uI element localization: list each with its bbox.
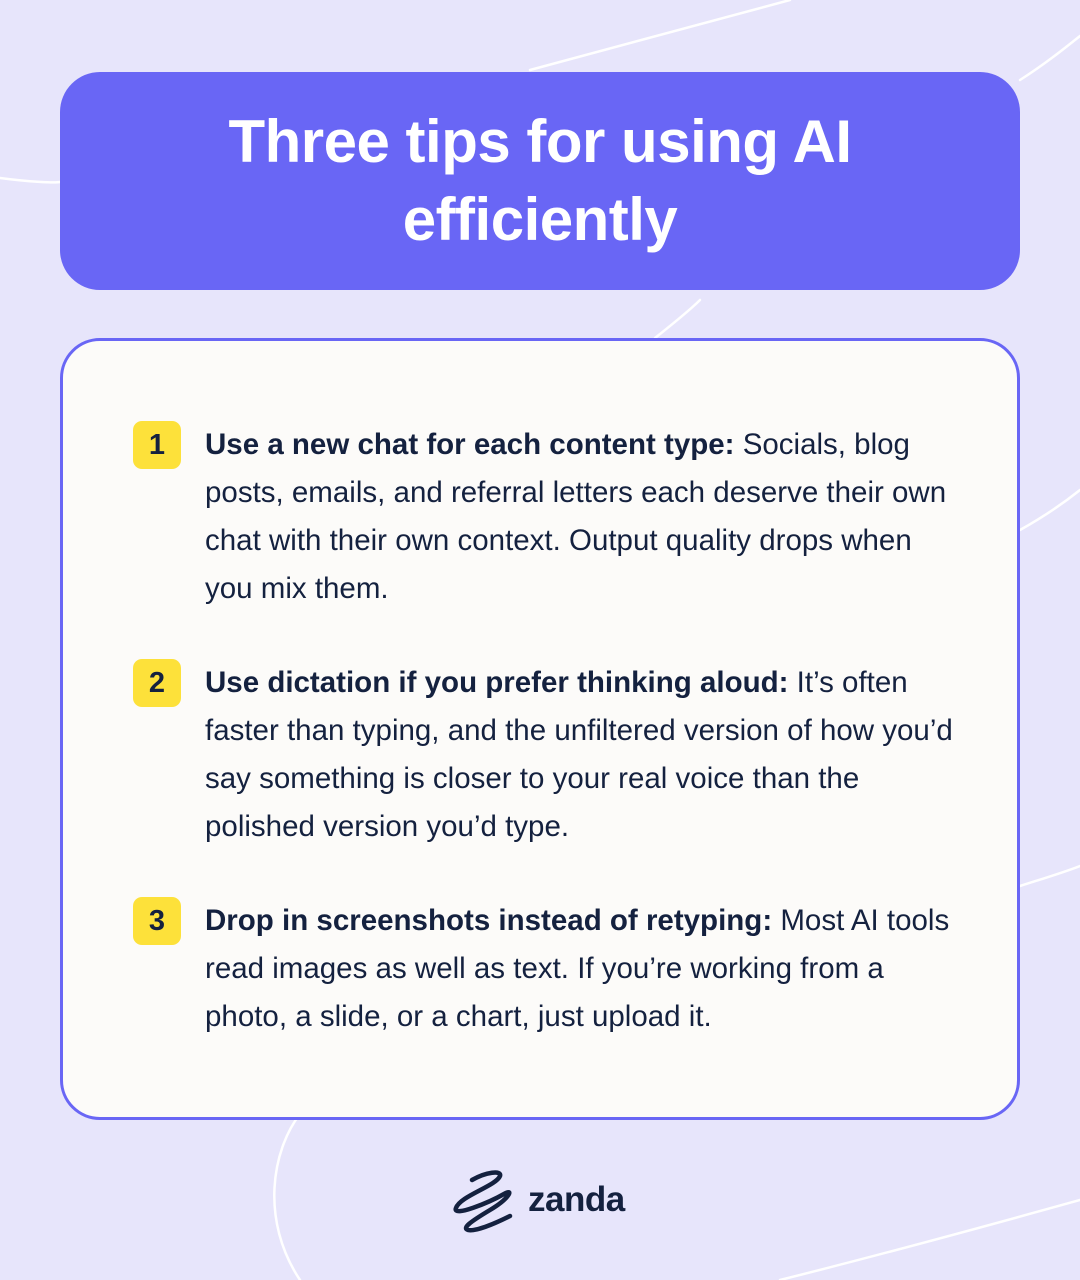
tip-heading: Use a new chat for each content type: — [205, 428, 735, 461]
tip-text — [205, 421, 965, 613]
title-banner — [60, 72, 1020, 290]
brand-wordmark: zanda — [528, 1180, 625, 1219]
tip-number-badge: 3 — [133, 897, 181, 945]
tip-body: Most AI tools read images as well as text. If you’re working from a photo, a slide, or a chart, just upload it. — [205, 904, 950, 1033]
tip-heading: Use dictation if you prefer thinking aloud: — [205, 666, 789, 699]
tip-body: It’s often faster than typing, and the unfiltered version of how you’d say something is closer to your real voice than the polished version you’d type. — [205, 666, 953, 843]
brand-logo — [450, 1164, 625, 1236]
tip-body: Socials, blog posts, emails, and referral letters each deserve their own chat with their own context. Output quality drops when you mix them. — [205, 428, 947, 605]
zanda-scribble-logo-icon — [450, 1166, 522, 1234]
tips-card — [60, 338, 1020, 1120]
tip-number-badge: 2 — [133, 659, 181, 707]
tip-heading: Drop in screenshots instead of retyping: — [205, 904, 773, 937]
page-title: Three tips for using AI efficiently — [228, 108, 852, 253]
tip-number-badge: 1 — [133, 421, 181, 469]
tip-text — [205, 659, 965, 851]
tip-text — [205, 897, 965, 1041]
